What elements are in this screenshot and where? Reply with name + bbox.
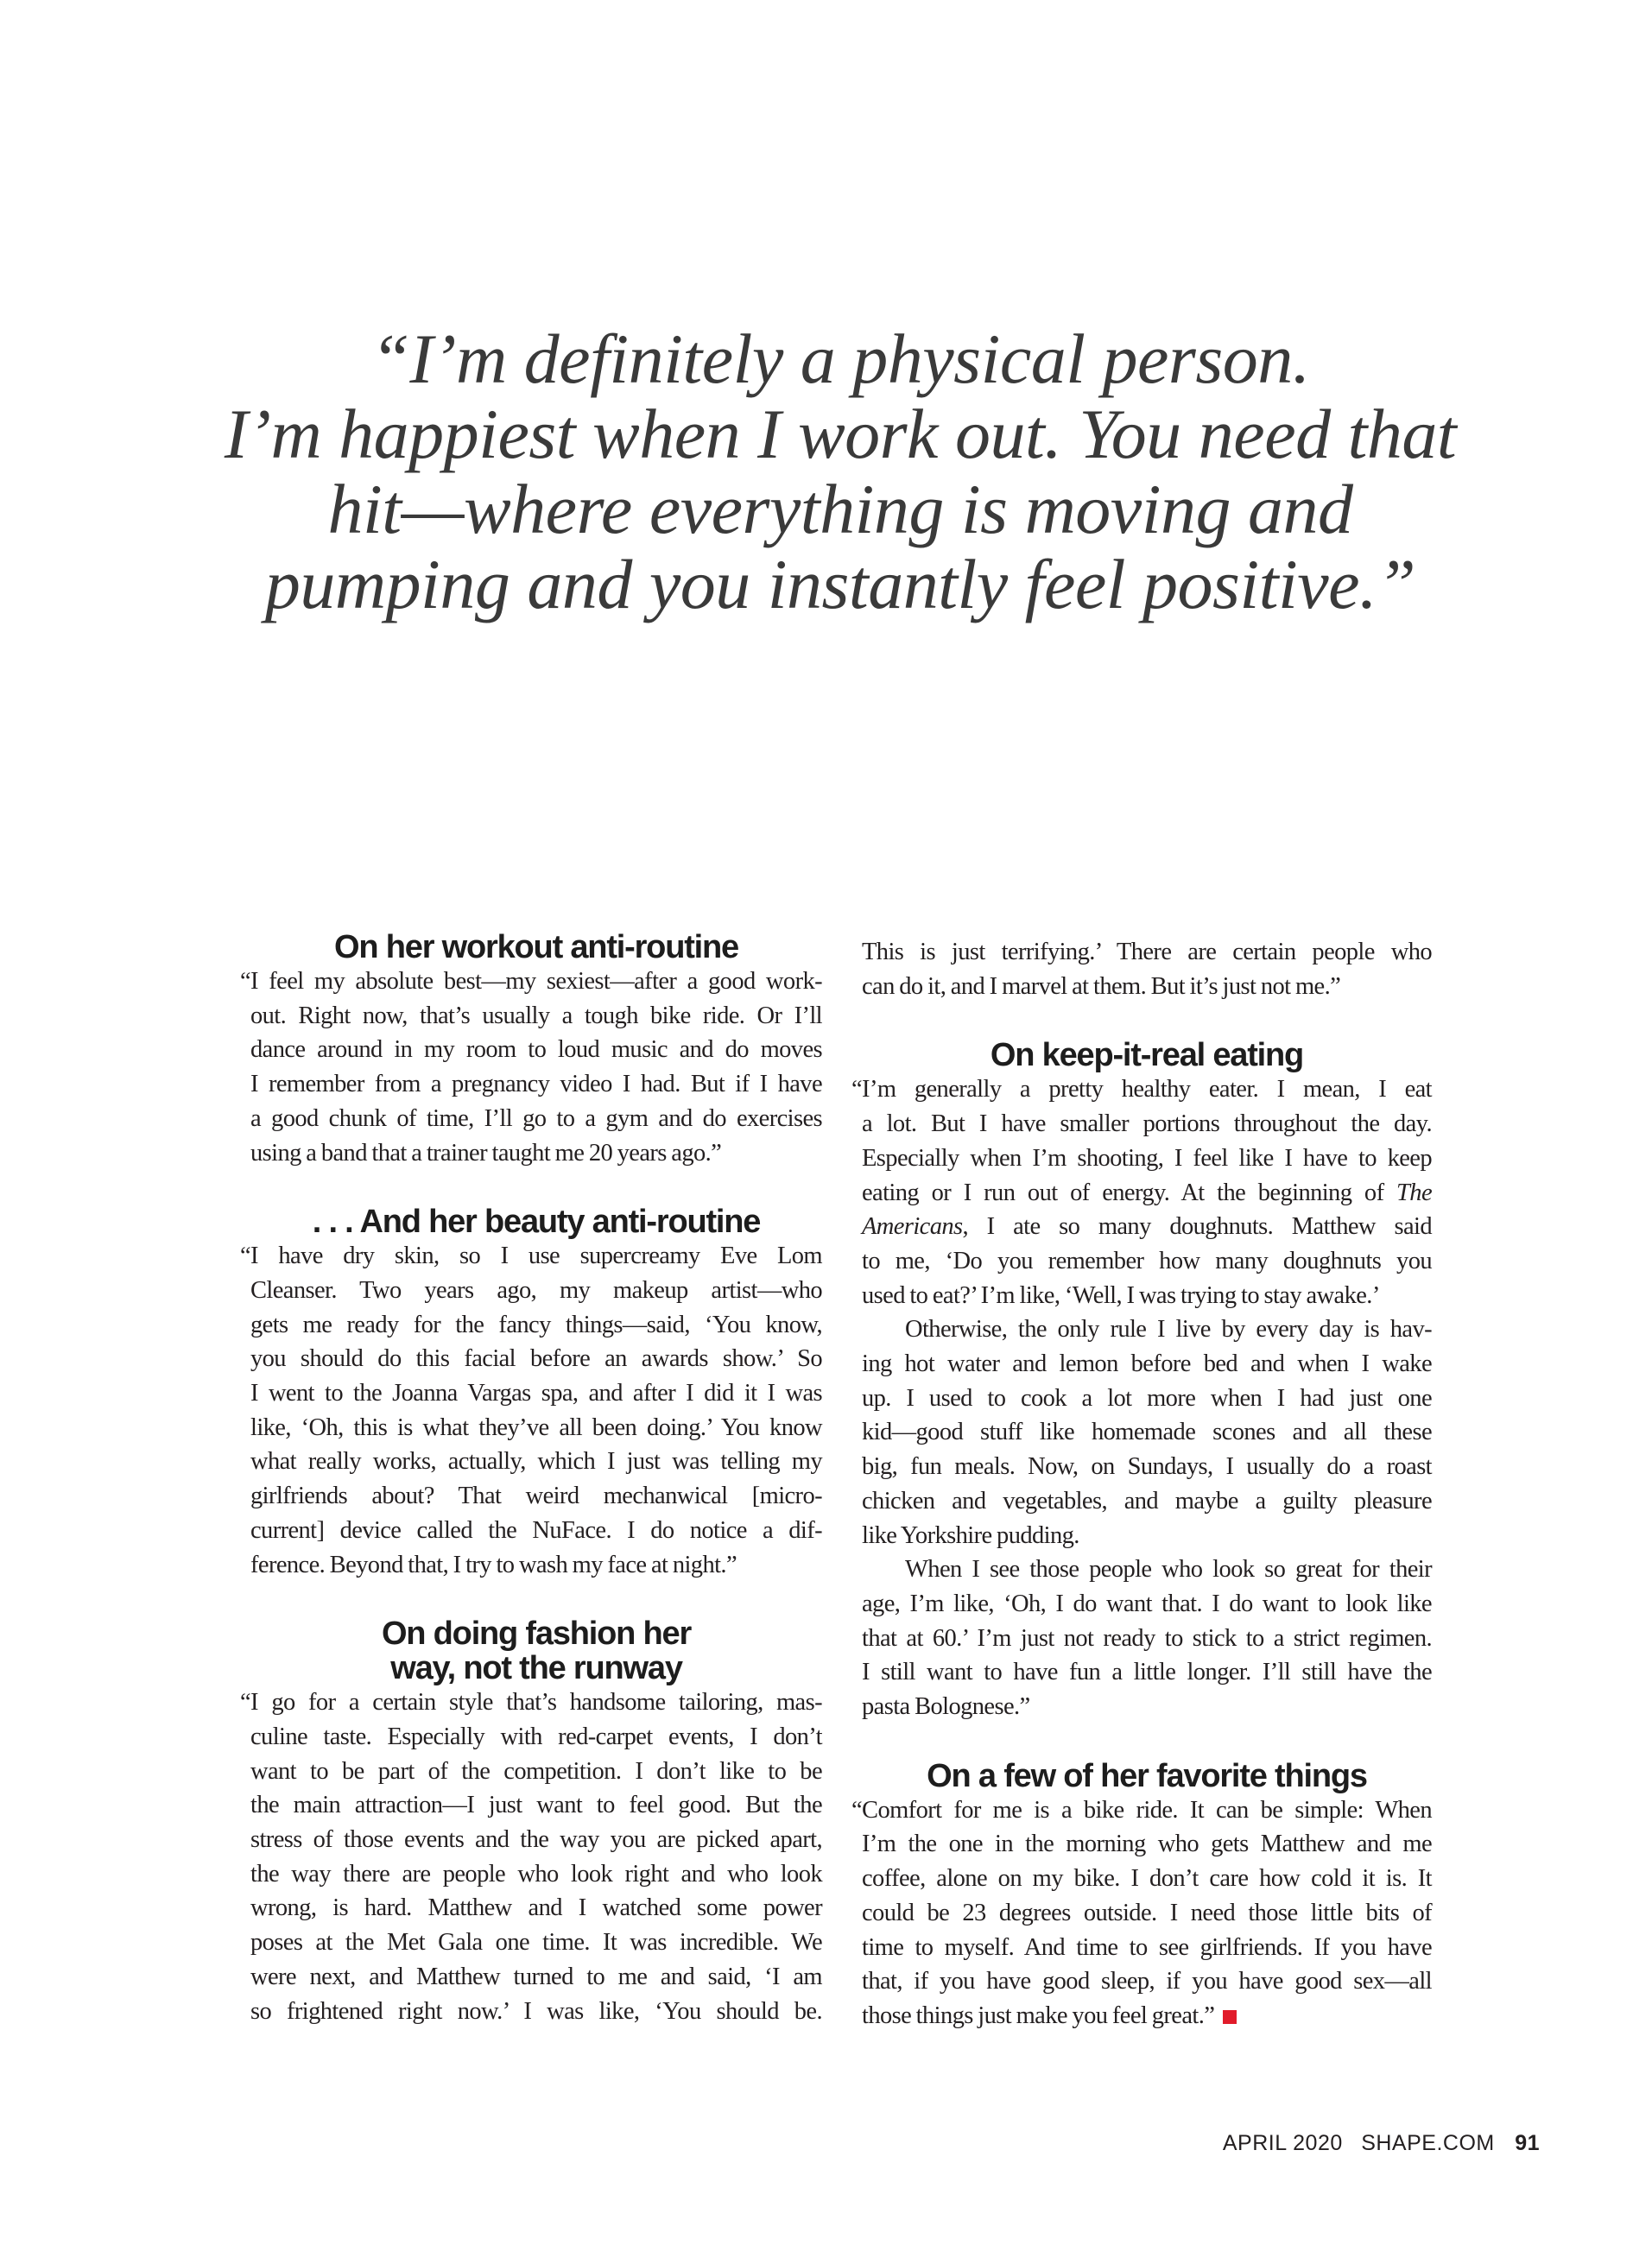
section-heading: On keep-it-real eating (990, 1037, 1304, 1074)
text-line: that at 60.’ I’m just not ready to stick to a strict regimen. (862, 1624, 1432, 1652)
text-line: age, I’m like, ‘Oh, I do want that. I do want to look like (862, 1590, 1432, 1617)
text-line: Cleanser. Two years ago, my makeup artist—who (250, 1276, 822, 1304)
text-line: ing hot water and lemon before bed and when I wake (862, 1350, 1432, 1378)
text-line: wrong, is hard. Matthew and I watched some power (250, 1894, 822, 1922)
section-heading: . . . And her beauty anti-routine (312, 1204, 761, 1241)
text-line: “I go for a certain style that’s handsome tailoring, mas- (240, 1689, 822, 1717)
italic-title: The (1396, 1179, 1432, 1206)
text-line: girlfriends about? That weird mechanwical [micro- (250, 1483, 822, 1510)
page-footer (1211, 2131, 1540, 2156)
text-line: you should do this facial before an awards show.’ So (250, 1345, 822, 1373)
text-line: pasta Bolognese.” (862, 1693, 1030, 1721)
text-line: the way there are people who look right and who look (250, 1860, 822, 1888)
text-line: up. I used to cook a lot more when I had just one (862, 1384, 1432, 1412)
text-line: I still want to have fun a little longer. I’ll still have the (862, 1659, 1432, 1686)
text-line: I’m the one in the morning who gets Matthew and me (862, 1831, 1432, 1858)
text-line: Otherwise, the only rule I live by every day is hav- (905, 1316, 1432, 1344)
text-line: Americans, I ate so many doughnuts. Matthew said (862, 1213, 1432, 1241)
section-heading: On her workout anti-routine (334, 929, 738, 965)
text-line: “I have dry skin, so I use supercreamy Eve Lom (240, 1243, 822, 1270)
pull-quote-line: I’m happiest when I work out. You need that (224, 395, 1457, 473)
text-line: “I’m generally a pretty healthy eater. I mean, I eat (851, 1076, 1432, 1104)
text-line: time to myself. And time to see girlfriends. If you have (862, 1933, 1432, 1961)
text-line: stress of those events and the way you are picked apart, (250, 1826, 822, 1854)
section-gap (250, 1582, 822, 1616)
section-heading: On a few of her favorite things (927, 1757, 1367, 1794)
text-line: ference. Beyond that, I try to wash my face at night.” (250, 1551, 737, 1578)
section-heading: way, not the runway (390, 1650, 682, 1687)
text-line: like Yorkshire pudding. (862, 1521, 1079, 1549)
section-heading: On doing fashion her (381, 1616, 692, 1653)
pull-quote-line: pumping and you instantly feel positive.” (264, 545, 1416, 623)
text-line: the main attraction—I just want to feel good. But the (250, 1792, 822, 1819)
text-line: so frightened right now.’ I was like, ‘You should be. (250, 1997, 822, 2025)
text-line: eating or I run out of energy. At the beginning of The (862, 1179, 1432, 1206)
text-line: out. Right now, that’s usually a tough bike ride. Or I’ll (250, 1002, 822, 1029)
pull-quote-line: “I’m definitely a physical person. (370, 319, 1310, 398)
text-line: coffee, alone on my bike. I don’t care how cold it is. It (862, 1865, 1432, 1893)
text-line: Especially when I’m shooting, I feel like I have to keep (862, 1144, 1432, 1172)
left-column (240, 929, 822, 2028)
text-line: dance around in my room to loud music and do moves (250, 1036, 822, 1064)
pull-quote (173, 321, 1508, 622)
text-line: When I see those people who look so great for their (905, 1556, 1432, 1584)
site-name: SHAPE.COM (1361, 2131, 1495, 2155)
section-gap (250, 1170, 822, 1205)
text-line: “Comfort for me is a bike ride. It can be simple: When (851, 1796, 1432, 1824)
text-line: I went to the Joanna Vargas spa, and after I did it I was (250, 1380, 822, 1407)
text-line: that, if you have good sleep, if you have good sex—all (862, 1968, 1432, 1995)
text-line: to me, ‘Do you remember how many doughnuts you (862, 1247, 1432, 1274)
text-line: I remember from a pregnancy video I had. But if I have (250, 1071, 822, 1098)
text-line: chicken and vegetables, and maybe a guilty pleasure (862, 1487, 1432, 1515)
text-line: “I feel my absolute best—my sexiest—after a good work- (240, 968, 822, 995)
italic-title: Americans (862, 1213, 963, 1241)
text-line: could be 23 degrees outside. I need those little bits of (862, 1899, 1432, 1926)
text-line: a lot. But I have smaller portions throughout the day. (862, 1110, 1432, 1138)
text-line: kid—good stuff like homemade scones and all these (862, 1419, 1432, 1446)
text-line: like, ‘Oh, this is what they’ve all been doing.’ You know (250, 1413, 822, 1441)
page-number: 91 (1515, 2131, 1540, 2155)
text-line: a good chunk of time, I’ll go to a gym and do exercises (250, 1104, 822, 1132)
text-line: what really works, actually, which I just was telling my (250, 1448, 822, 1476)
text-line: This is just terrifying.’ There are certain people who (862, 939, 1432, 965)
section-gap (862, 1003, 1432, 1038)
text-line: can do it, and I marvel at them. But it’s just not me.” (862, 972, 1341, 1000)
text-line: want to be part of the competition. I don’t like to be (250, 1757, 822, 1785)
issue-date: APRIL 2020 (1222, 2131, 1343, 2155)
text-line: gets me ready for the fancy things—said, ‘You know, (250, 1311, 822, 1338)
pull-quote-line: hit—where everything is moving and (327, 470, 1353, 548)
text-line: those things just make you feel great.” (862, 1999, 1432, 2033)
text-line: were next, and Matthew turned to me and said, ‘I am (250, 1963, 822, 1990)
text-line: poses at the Met Gala one time. It was incredible. We (250, 1929, 822, 1957)
right-column (851, 935, 1432, 2033)
section-gap (862, 1724, 1432, 1759)
text-line: big, fun meals. Now, on Sundays, I usually do a roast (862, 1453, 1432, 1481)
end-mark-icon (1223, 2010, 1237, 2024)
text-line: using a band that a trainer taught me 20 years ago.” (250, 1139, 722, 1167)
text-line: used to eat?’ I’m like, ‘Well, I was trying to stay awake.’ (862, 1281, 1380, 1309)
text-line: culine taste. Especially with red-carpet events, I don’t (250, 1723, 822, 1750)
text-line: current] device called the NuFace. I do notice a dif- (250, 1516, 822, 1544)
